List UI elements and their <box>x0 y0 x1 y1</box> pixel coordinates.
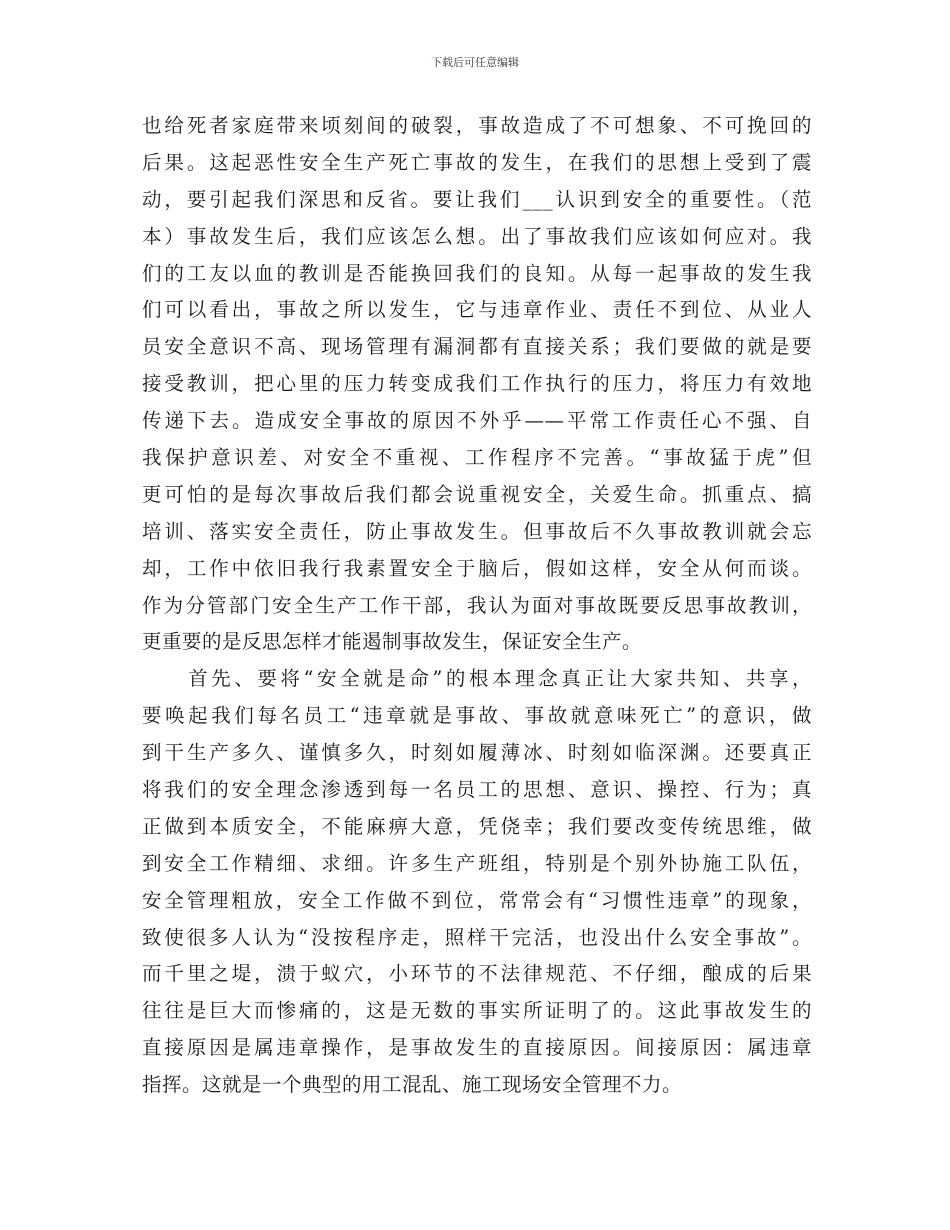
text-line: 后果。这起恶性安全生产死亡事故的发生，在我们的思想上受到了震 <box>142 150 812 174</box>
text-line: 更可怕的是每次事故后我们都会说重视安全，关爱生命。抓重点、搞 <box>142 482 812 506</box>
text-line: 要唤起我们每名员工“违章就是事故、事故就意味死亡”的意识，做 <box>142 704 812 728</box>
text-line: 动，要引起我们深思和反省。要让我们___认识到安全的重要性。（范 <box>142 187 812 211</box>
text-line: 而千里之堤，溃于蚁穴，小环节的不法律规范、不仔细，酿成的后果 <box>142 962 812 986</box>
text-line: 将我们的安全理念渗透到每一名员工的思想、意识、操控、行为；真 <box>142 778 812 802</box>
text-line: 们的工友以血的教训是否能换回我们的良知。从每一起事故的发生我 <box>142 261 812 285</box>
text-line: 直接原因是属违章操作，是事故发生的直接原因。间接原因：属违章 <box>142 1036 812 1060</box>
text-line: 到干生产多久、谨慎多久，时刻如履薄冰、时刻如临深渊。还要真正 <box>142 741 812 765</box>
text-line: 也给死者家庭带来顷刻间的破裂，事故造成了不可想象、不可挽回的 <box>142 114 812 137</box>
text-line: 指挥。这就是一个典型的用工混乱、施工现场安全管理不力。 <box>142 1073 683 1097</box>
text-line: 我保护意识差、对安全不重视、工作程序不完善。“事故猛于虎”但 <box>142 446 812 470</box>
text-line: 接受教训，把心里的压力转变成我们工作执行的压力，将压力有效地 <box>142 372 812 396</box>
text-line: 却，工作中依旧我行我素置安全于脑后，假如这样，安全从何而谈。 <box>142 556 812 580</box>
text-line: 传递下去。造成安全事故的原因不外乎——平常工作责任心不强、自 <box>142 409 812 433</box>
text-line: 们可以看出，事故之所以发生，它与违章作业、责任不到位、从业人 <box>142 298 812 322</box>
text-line: 致使很多人认为“没按程序走，照样干完活，也没出什么安全事故”。 <box>142 925 812 949</box>
text-line: 作为分管部门安全生产工作干部，我认为面对事故既要反思事故教训， <box>142 593 812 617</box>
text-line: 到安全工作精细、求细。许多生产班组，特别是个别外协施工队伍， <box>142 851 812 875</box>
text-line: 往往是巨大而惨痛的，这是无数的事实所证明了的。这此事故发生的 <box>142 999 812 1023</box>
document-body <box>142 108 812 1104</box>
page-header: 下载后可任意编辑 <box>431 56 519 69</box>
text-line: 正做到本质安全，不能麻痹大意，凭侥幸；我们要改变传统思维，做 <box>142 814 812 838</box>
text-line: 安全管理粗放，安全工作做不到位，常常会有“习惯性违章”的现象， <box>142 888 812 912</box>
text-line: 培训、落实安全责任，防止事故发生。但事故后不久事故教训就会忘 <box>142 519 812 543</box>
text-line: 首先、要将“安全就是命”的根本理念真正让大家共知、共享， <box>142 667 812 691</box>
text-line: 本）事故发生后，我们应该怎么想。出了事故我们应该如何应对。我 <box>142 224 812 248</box>
text-line: 更重要的是反思怎样才能遏制事故发生，保证安全生产。 <box>142 630 643 654</box>
text-line: 员安全意识不高、现场管理有漏洞都有直接关系；我们要做的就是要 <box>142 335 812 359</box>
